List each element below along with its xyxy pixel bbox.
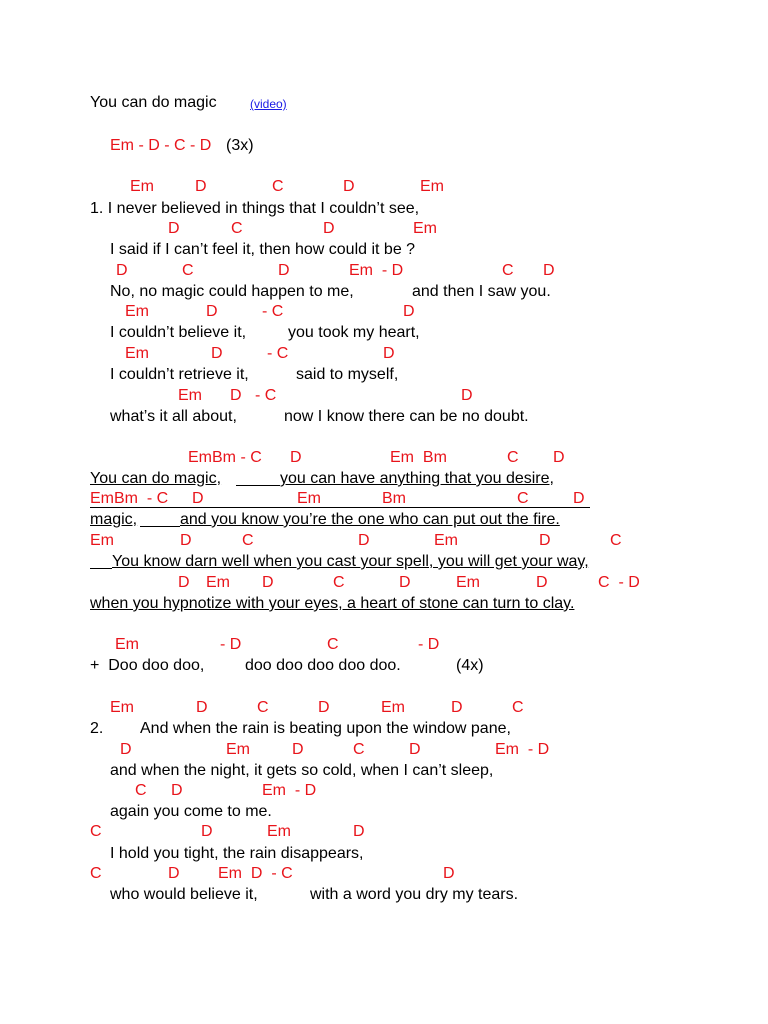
chord: EmBm - C bbox=[90, 490, 169, 507]
lyric-line: and you know you’re the one who can put out the fire. bbox=[180, 511, 560, 528]
chord: D bbox=[120, 741, 132, 758]
chord: - C bbox=[267, 345, 289, 362]
lyric-line: And when the rain is beating upon the window pane, bbox=[140, 720, 511, 737]
chord: D bbox=[403, 303, 415, 320]
chord: C bbox=[512, 699, 524, 716]
chord: D bbox=[553, 449, 565, 466]
bridge-repeat: (4x) bbox=[456, 657, 484, 674]
chord: D bbox=[451, 699, 463, 716]
chord: Em bbox=[434, 532, 458, 549]
chord: - C bbox=[262, 303, 284, 320]
lyric-line: said to myself, bbox=[296, 366, 399, 383]
chord: C bbox=[502, 262, 514, 279]
chord: D bbox=[168, 220, 180, 237]
lyric-line: and then I saw you. bbox=[412, 283, 551, 300]
chord: D bbox=[292, 741, 304, 758]
chord: D bbox=[171, 782, 183, 799]
chord: C bbox=[90, 865, 102, 882]
chord: Bm bbox=[382, 490, 406, 507]
chord: D bbox=[195, 178, 207, 195]
underline-gap bbox=[140, 526, 180, 527]
lyric-line: I couldn’t believe it, bbox=[110, 324, 247, 341]
lyric-line: you took my heart, bbox=[288, 324, 420, 341]
chord: D bbox=[211, 345, 223, 362]
chord: C bbox=[327, 636, 339, 653]
chord: D bbox=[399, 574, 411, 591]
chord: C bbox=[272, 178, 284, 195]
chord: C bbox=[353, 741, 365, 758]
chord: D bbox=[196, 699, 208, 716]
lyric-line: I couldn’t retrieve it, bbox=[110, 366, 249, 383]
chord: D bbox=[178, 574, 190, 591]
chord: D bbox=[323, 220, 335, 237]
chord: Em bbox=[125, 345, 149, 362]
chord: D bbox=[443, 865, 455, 882]
lyric-line: doo doo doo doo doo. bbox=[245, 657, 401, 674]
underline-lead bbox=[90, 568, 112, 569]
chord: C - D bbox=[598, 574, 640, 591]
chord: - D bbox=[220, 636, 242, 653]
chord: D bbox=[461, 387, 473, 404]
chord: D bbox=[262, 574, 274, 591]
chord: C bbox=[182, 262, 194, 279]
chord: D bbox=[201, 823, 213, 840]
chord: Em bbox=[130, 178, 154, 195]
underline-gap bbox=[236, 485, 280, 486]
lyric-line: You know darn well when you cast your spell, you will get your way, bbox=[112, 553, 589, 570]
chord: C bbox=[517, 490, 529, 507]
chord: C bbox=[242, 532, 254, 549]
chord: D bbox=[543, 262, 555, 279]
chord: D bbox=[230, 387, 242, 404]
chord: C bbox=[231, 220, 243, 237]
intro-chords: Em - D - C - D bbox=[110, 137, 212, 154]
chord: Em bbox=[381, 699, 405, 716]
lyric-line: with a word you dry my tears. bbox=[310, 886, 519, 903]
lyric-line: when you hypnotize with your eyes, a heart of stone can turn to clay. bbox=[90, 595, 575, 612]
lyric-line: 1. I never believed in things that I couldn’t see, bbox=[90, 200, 420, 217]
chord: D bbox=[536, 574, 548, 591]
chord: Em bbox=[115, 636, 139, 653]
video-link[interactable]: (video) bbox=[250, 97, 287, 111]
chord: Em bbox=[90, 532, 114, 549]
chord: Em bbox=[110, 699, 134, 716]
chord: Em bbox=[178, 387, 202, 404]
lyric-line: + Doo doo doo, bbox=[90, 657, 205, 674]
lyric-line: magic, bbox=[90, 511, 138, 528]
chord: Em bbox=[267, 823, 291, 840]
lyric-line: now I know there can be no doubt. bbox=[284, 408, 529, 425]
chord: D bbox=[573, 490, 585, 507]
chord: D bbox=[539, 532, 551, 549]
chord-underline bbox=[90, 507, 590, 508]
lyric-line: who would believe it, bbox=[110, 886, 258, 903]
chord: C bbox=[257, 699, 269, 716]
chord: D bbox=[180, 532, 192, 549]
chord: D bbox=[206, 303, 218, 320]
chord: D bbox=[192, 490, 204, 507]
chord: EmBm - C bbox=[188, 449, 262, 466]
chord: Em bbox=[125, 303, 149, 320]
chord: Em D - C bbox=[218, 865, 293, 882]
chord: D bbox=[353, 823, 365, 840]
chord: Em bbox=[420, 178, 444, 195]
chord: Em bbox=[297, 490, 321, 507]
verse-number: 2. bbox=[90, 720, 104, 737]
chord: D bbox=[116, 262, 128, 279]
chord: D bbox=[168, 865, 180, 882]
lyric-line: I said if I can’t feel it, then how could it be ? bbox=[110, 241, 416, 258]
chord: C bbox=[333, 574, 345, 591]
chord: Em bbox=[226, 741, 250, 758]
chord: Em - D bbox=[349, 262, 404, 279]
chord: Em - D bbox=[262, 782, 317, 799]
chord: Em - D bbox=[495, 741, 550, 758]
chord: D bbox=[290, 449, 302, 466]
lyric-line: No, no magic could happen to me, bbox=[110, 283, 354, 300]
chord: C bbox=[610, 532, 622, 549]
song-title: You can do magic bbox=[90, 94, 217, 111]
lyric-line: you can have anything that you desire, bbox=[280, 470, 554, 487]
chord: C bbox=[507, 449, 519, 466]
lyric-line: I hold you tight, the rain disappears, bbox=[110, 845, 364, 862]
chord: C bbox=[135, 782, 147, 799]
chord: Em bbox=[413, 220, 437, 237]
lyric-line: You can do magic, bbox=[90, 470, 222, 487]
chord: D bbox=[409, 741, 421, 758]
chord: Em Bm bbox=[390, 449, 447, 466]
chord: D bbox=[318, 699, 330, 716]
chord: - C bbox=[255, 387, 277, 404]
chord: D bbox=[383, 345, 395, 362]
chord: C bbox=[90, 823, 102, 840]
chord: Em bbox=[456, 574, 480, 591]
intro-repeat: (3x) bbox=[226, 137, 254, 154]
chord: Em bbox=[206, 574, 230, 591]
chord: D bbox=[358, 532, 370, 549]
chord: D bbox=[343, 178, 355, 195]
chord: - D bbox=[418, 636, 440, 653]
lyric-line: again you come to me. bbox=[110, 803, 272, 820]
chord: D bbox=[278, 262, 290, 279]
lyric-line: and when the night, it gets so cold, when I can’t sleep, bbox=[110, 762, 494, 779]
lyric-line: what’s it all about, bbox=[110, 408, 237, 425]
